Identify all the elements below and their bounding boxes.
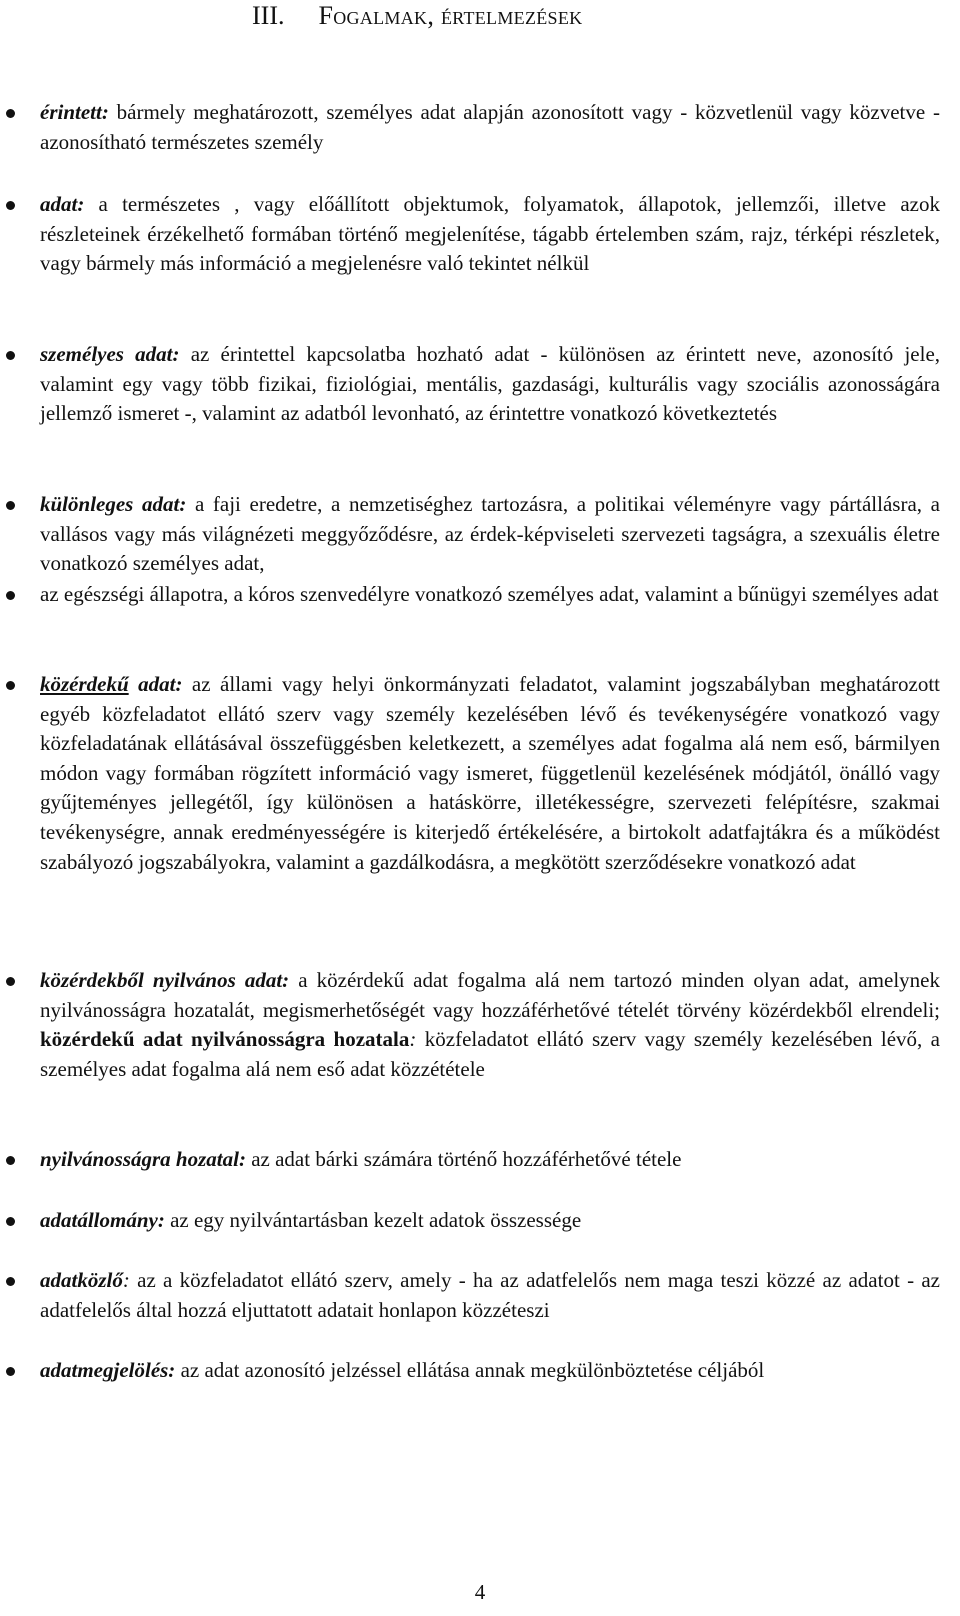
definition-text — [40, 98, 940, 157]
definition-body: az érintettel kapcsolatba hozható adat - különösen az érintett neve, azonosító jele, valamint egy vagy több fizikai, fiziológiai, mentális, gazdasági, kulturális vagy szociális azonosságára jellemző ismeret -, valamint az adatból levonható, az érintettre vonatkozó következtetés — [40, 342, 941, 426]
definition-term: adatállomány: — [40, 1208, 165, 1232]
definition-text — [40, 1206, 940, 1236]
definition-term: közérdekből nyilvános adat: — [40, 968, 290, 992]
section-number: III. — [252, 1, 285, 30]
definition-text — [40, 190, 940, 279]
definition-body: a természetes , vagy előállított objektumok, folyamatok, állapotok, jellemzői, illetve azok részleteinek érzékelhető formában történő megjelenítése, tágabb értelemben szám, rajz, térképi részletek, vagy bármely más információ a megjelenésre való tekintet nélkül — [40, 192, 940, 276]
definition-text — [40, 1145, 940, 1175]
bullet-icon — [6, 977, 15, 986]
bullet-icon — [6, 591, 15, 600]
definition-body: bármely meghatározott, személyes adat alapján azonosított vagy - közvetlenül vagy közvetve - azonosítható természetes személy — [40, 100, 940, 154]
definition-text — [40, 580, 940, 610]
section-title: Fogalmak, értelmezések — [318, 1, 583, 30]
definition-body: a közérdekű adat fogalma alá nem tartozó minden olyan adat, amelynek nyilvánosságra hozatalát, megismerhetőségét vagy hozzáférhetővé tételét törvény közérdekből elrendeli; — [40, 968, 940, 1022]
definition-body: a faji eredetre, a nemzetiséghez tartozásra, a politikai véleményre vagy pártállásra, a vallásos vagy más világnézeti meggyőződésre, az érdek-képviseleti szervezeti tagságra, a szexuális életre vonatkozó személyes adat, — [40, 492, 940, 576]
definition-body: az adat azonosító jelzéssel ellátása annak megkülönböztetése céljából — [175, 1358, 765, 1382]
bullet-icon — [6, 351, 15, 360]
definition-subterm-colon: : — [409, 1027, 417, 1052]
definition-term-suffix: adat: — [128, 672, 183, 696]
section-heading — [252, 0, 582, 32]
definition-term: adatközlő — [40, 1268, 123, 1292]
bullet-icon — [6, 1217, 15, 1226]
definition-text — [40, 340, 940, 429]
bullet-icon — [6, 109, 15, 118]
definition-term: különleges adat: — [40, 492, 187, 516]
definition-body: az egészségi állapotra, a kóros szenvedélyre vonatkozó személyes adat, valamint a bűnügyi személyes adat — [40, 582, 939, 606]
definition-term: személyes adat: — [40, 342, 180, 366]
definition-text — [40, 966, 940, 1084]
definition-term-colon: : — [122, 1268, 130, 1292]
definition-body: az egy nyilvántartásban kezelt adatok összessége — [164, 1208, 582, 1232]
definition-body-continued: közfeladatot ellátó szerv vagy személy kezelésében lévő, a személyes adat fogalma alá nem eső adat közzététele — [40, 1027, 941, 1081]
definition-body: az állami vagy helyi önkormányzati feladatot, valamint jogszabályban meghatározott egyéb közfeladatot ellátó szerv vagy személy kezelésében lévő és tevékenységére vonatkozó vagy közfeladatának ellátásával összefüggésben keletkezett, a személyes adat fogalma alá nem eső, bármilyen módon vagy formában rögzített információ vagy ismeret, függetlenül kezelésének módjától, önálló vagy gyűjteményes jellegétől, így különösen a hatáskörre, illetékességre, szervezeti felépítésre, szakmai tevékenységre, annak eredményességére is kiterjedő értékelésére, a birtokolt adatfajtákra és a működést szabályozó jogszabályokra, valamint a gazdálkodásra, a megkötött szerződésekre vonatkozó adat — [40, 672, 940, 874]
bullet-icon — [6, 1156, 15, 1165]
bullet-icon — [6, 1277, 15, 1286]
page-number: 4 — [474, 1580, 486, 1604]
definition-term: adatmegjelölés: — [40, 1358, 176, 1382]
definition-body: az adat bárki számára történő hozzáférhetővé tétele — [245, 1147, 682, 1171]
definition-subterm: közérdekű adat nyilvánosságra hozatala — [40, 1027, 410, 1052]
definition-term: adat: — [40, 192, 85, 216]
definition-text — [40, 490, 940, 579]
definition-term: érintett: — [40, 100, 109, 124]
definition-body: az a közfeladatot ellátó szerv, amely - ha az adatfelelős nem maga teszi közzé az adatot - az adatfelelős által hozzá eljuttatott adatait honlapon közzéteszi — [40, 1268, 940, 1322]
definition-text — [40, 670, 940, 877]
definition-text — [40, 1266, 940, 1325]
bullet-icon — [6, 1367, 15, 1376]
definition-text — [40, 1356, 940, 1386]
definition-term: nyilvánosságra hozatal: — [40, 1147, 246, 1171]
bullet-icon — [6, 681, 15, 690]
bullet-icon — [6, 501, 15, 510]
bullet-icon — [6, 201, 15, 210]
definition-term: közérdekű — [40, 672, 129, 696]
